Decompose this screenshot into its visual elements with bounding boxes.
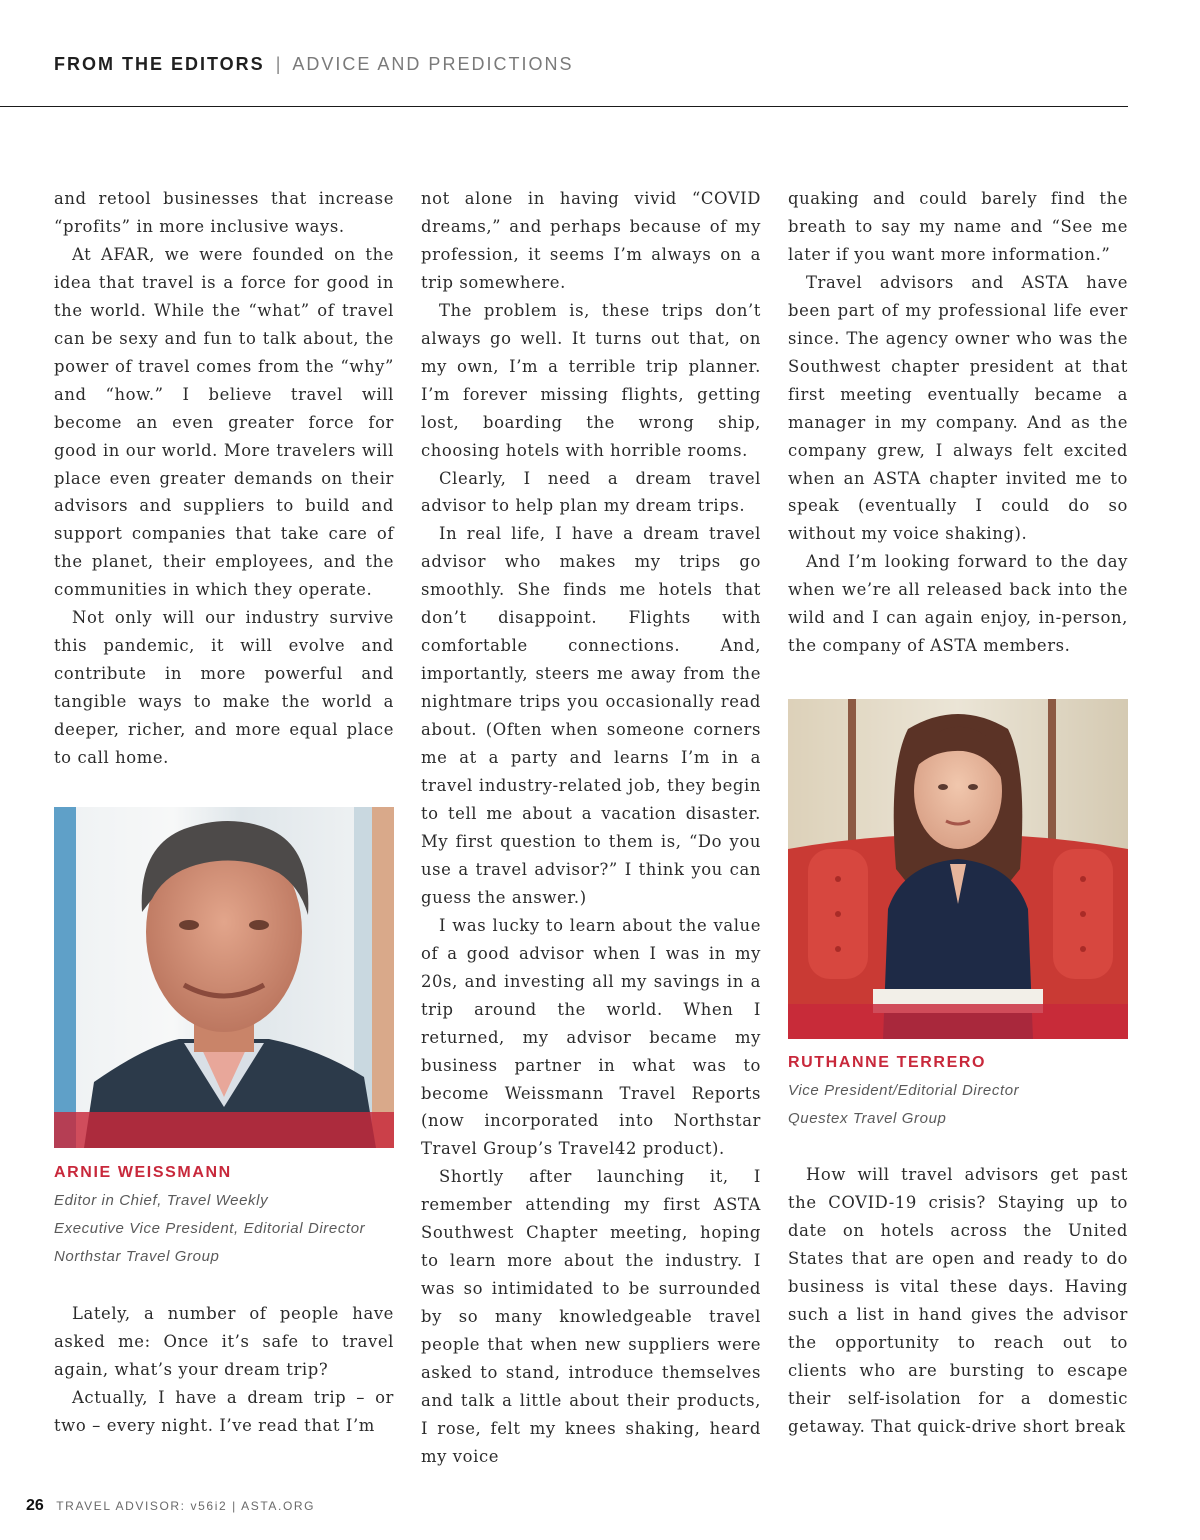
portrait-photo-ruthanne xyxy=(788,699,1128,1039)
paragraph: quaking and could barely find the breath to say my name and “See me later if you want more information.” xyxy=(788,189,1128,264)
paragraph: In real life, I have a dream travel advisor who makes my trips go smoothly. She finds me hotels that don’t disappoint. Flights with comfortable connections. And, importantly, steers me away from the nightmare trips you occasionally read about. (Often when someone corners me at a party and learns I’m in a travel industry-related job, they begin to tell me about a vacation disaster. My first question to them is, “Do you use a travel advisor?” I think you can guess the answer.) xyxy=(421,524,761,907)
profile-title: Vice President/Editorial Director xyxy=(788,1082,1020,1099)
paragraph: And I’m looking forward to the day when we’re all released back into the wild and I can again enjoy, in-person, the company of ASTA members. xyxy=(788,552,1128,656)
caption-arnie xyxy=(54,1159,394,1271)
paragraph: Not only will our industry survive this pandemic, it will evolve and contribute in more powerful and tangible ways to make the world a deeper, richer, and more equal place to call home. xyxy=(54,608,394,768)
section-subtitle: ADVICE AND PREDICTIONS xyxy=(292,54,574,74)
paragraph: Clearly, I need a dream travel advisor to help plan my dream trips. xyxy=(421,468,761,516)
profile-arnie-weissmann xyxy=(54,807,394,1271)
page-footer xyxy=(26,1497,315,1515)
profile-title: Questex Travel Group xyxy=(788,1110,947,1127)
paragraph: At AFAR, we were founded on the idea that travel is a force for good in the world. While the “what” of travel can be sexy and fun to talk about, the power of travel comes from the “why” and “how.” I believe travel will become an even greater force for good in our world. More travelers will place even greater demands on their advisors and suppliers to build and support companies that take care of the planet, their employees, and the communities in which they operate. xyxy=(54,244,394,600)
paragraph: I was lucky to learn about the value of a good advisor when I was in my 20s, and investing all my savings in a trip around the world. When I returned, my advisor became my business partner in what was to become Weissmann Travel Reports (now incorporated into Northstar Travel Group’s Travel42 product). xyxy=(421,915,761,1159)
column-2 xyxy=(421,185,761,1471)
profile-name: RUTHANNE TERRERO xyxy=(788,1054,987,1071)
header-separator: | xyxy=(275,54,283,74)
profile-title: Northstar Travel Group xyxy=(54,1248,220,1265)
profile-title: Editor in Chief, Travel Weekly xyxy=(54,1192,269,1209)
paragraph: The problem is, these trips don’t always go well. It turns out that, on my own, I’m a terrible trip planner. I’m forever missing flights, getting lost, boarding the wrong ship, choosing hotels with horrible rooms. xyxy=(421,300,761,460)
column-1 xyxy=(54,185,394,772)
section-title: FROM THE EDITORS xyxy=(54,54,265,74)
header-rule xyxy=(0,106,1128,107)
page-number: 26 xyxy=(26,1497,44,1514)
column-3-continued xyxy=(788,1161,1128,1441)
column-3 xyxy=(788,185,1128,660)
caption-ruthanne xyxy=(788,1049,1128,1133)
page-header xyxy=(54,54,573,78)
paragraph: Travel advisors and ASTA have been part of my professional life ever since. The agency owner who was the Southwest chapter president at that first meeting eventually became a manager in my company. And as the company grew, I always felt excited when an ASTA chapter invited me to speak (eventually I could do so without my voice shaking). xyxy=(788,272,1128,544)
paragraph: and retool businesses that increase “profits” in more inclusive ways. xyxy=(54,189,394,236)
profile-ruthanne-terrero xyxy=(788,699,1128,1133)
paragraph: not alone in having vivid “COVID dreams,” and perhaps because of my profession, it seems I’m always on a trip somewhere. xyxy=(421,189,761,292)
profile-name: ARNIE WEISSMANN xyxy=(54,1164,232,1181)
paragraph: Lately, a number of people have asked me: Once it’s safe to travel again, what’s your dream trip? xyxy=(54,1304,394,1379)
paragraph: Shortly after launching it, I remember attending my first ASTA Southwest Chapter meeting, hoping to learn more about the industry. I was so intimidated to be surrounded by so many knowledgeable travel people that when new suppliers were asked to stand, introduce themselves and talk a little about their products, I rose, felt my knees shaking, heard my voice xyxy=(421,1167,761,1466)
portrait-photo-arnie xyxy=(54,807,394,1148)
profile-title: Executive Vice President, Editorial Director xyxy=(54,1220,366,1237)
publication-info: TRAVEL ADVISOR: v56i2 | ASTA.ORG xyxy=(56,1499,316,1513)
column-1-continued xyxy=(54,1300,394,1440)
paragraph: How will travel advisors get past the COVID-19 crisis? Staying up to date on hotels across the United States that are open and ready to do business is vital these days. Having such a list in hand gives the advisor the opportunity to reach out to clients who are bursting to escape their self-isolation for a domestic getaway. That quick-drive short break xyxy=(788,1165,1128,1436)
paragraph: Actually, I have a dream trip – or two – every night. I’ve read that I’m xyxy=(54,1387,394,1435)
